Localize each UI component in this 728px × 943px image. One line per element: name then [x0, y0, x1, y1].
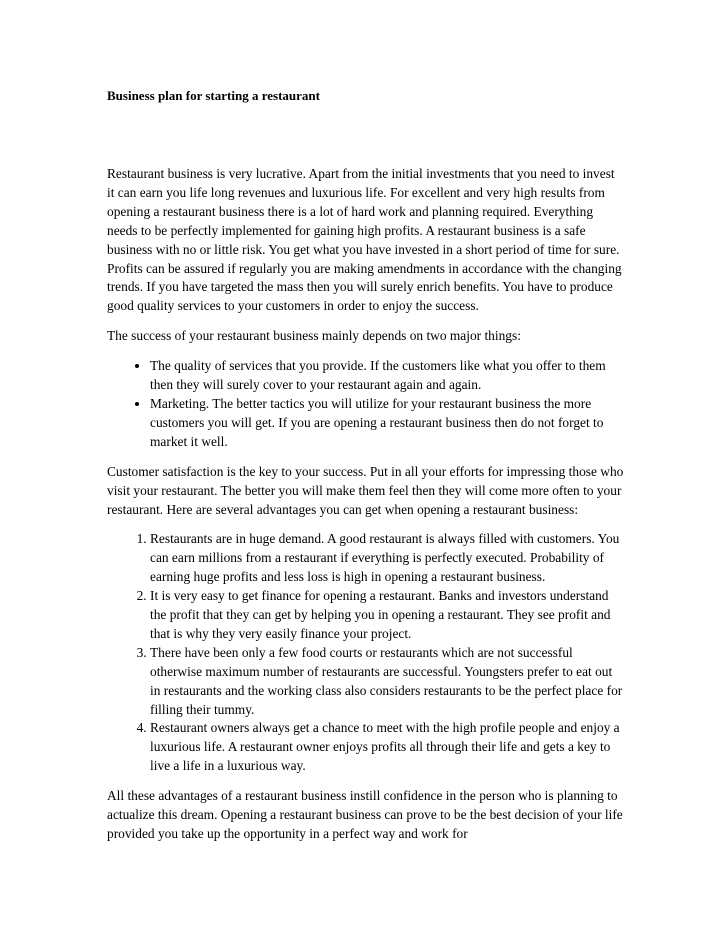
- intro-paragraph: Restaurant business is very lucrative. Apart from the initial investments that you need to invest it can earn you life long revenues and luxurious life. For excellent and very high results from opening a restaurant business there is a lot of hard work and planning required. Everything needs to be perfectly implemented for gaining high profits. A restaurant business is a safe business with no or little risk. You get what you have invested in a short period of time for sure. Profits can be assured if regularly you are making amendments in accordance with the changing trends. If you have targeted the mass then you will surely enrich benefits. You have to produce good quality services to your customers in order to enjoy the success.: [107, 166, 622, 314]
- success-factor-item: • The quality of services that you provide. If the customers like what you offer to them then they will surely cover to your restaurant again and again.: [150, 357, 625, 395]
- closing-paragraph: All these advantages of a restaurant business instill confidence in the person who is planning to actualize this dream. Opening a restaurant business can prove to be the best decision of your life provided you take up the opportunity in a perfect way and work for: [107, 788, 623, 841]
- advantage-item: 3. There have been only a few food courts or restaurants which are not successful otherwise maximum number of restaurants are successful. Youngsters prefer to eat out in restaurants and the working class also considers restaurants to be the perfect place for filling their tummy.: [150, 644, 625, 720]
- advantages-list: [107, 530, 625, 776]
- advantage-item: 4. Restaurant owners always get a chance to meet with the high profile people and enjoy a luxurious life. A restaurant owner enjoys profits all through their life and gets a key to live a life in a luxurious way.: [150, 719, 625, 776]
- advantage-item: 2. It is very easy to get finance for opening a restaurant. Banks and investors understand the profit that they can get by helping you in opening a restaurant. They see profit and that is why they very easily finance your project.: [150, 587, 625, 644]
- document-title: Business plan for starting a restaurant: [107, 88, 320, 103]
- success-factors-list: [107, 357, 625, 452]
- satisfaction-paragraph: Customer satisfaction is the key to your success. Put in all your efforts for impressing those who visit your restaurant. The better you will make them feel then they will come more often to your restaurant. Here are several advantages you can get when opening a restaurant business:: [107, 463, 624, 517]
- advantage-item: 1. Restaurants are in huge demand. A good restaurant is always filled with customers. You can earn millions from a restaurant if everything is perfectly executed. Probability of earning huge profits and less loss is high in opening a restaurant business.: [150, 530, 625, 587]
- success-intro-paragraph: The success of your restaurant business mainly depends on two major things:: [107, 328, 521, 344]
- success-factor-item: • Marketing. The better tactics you will utilize for your restaurant business the more customers you will get. If you are opening a restaurant business then do not forget to market it well.: [150, 395, 625, 452]
- document-body: [107, 165, 625, 855]
